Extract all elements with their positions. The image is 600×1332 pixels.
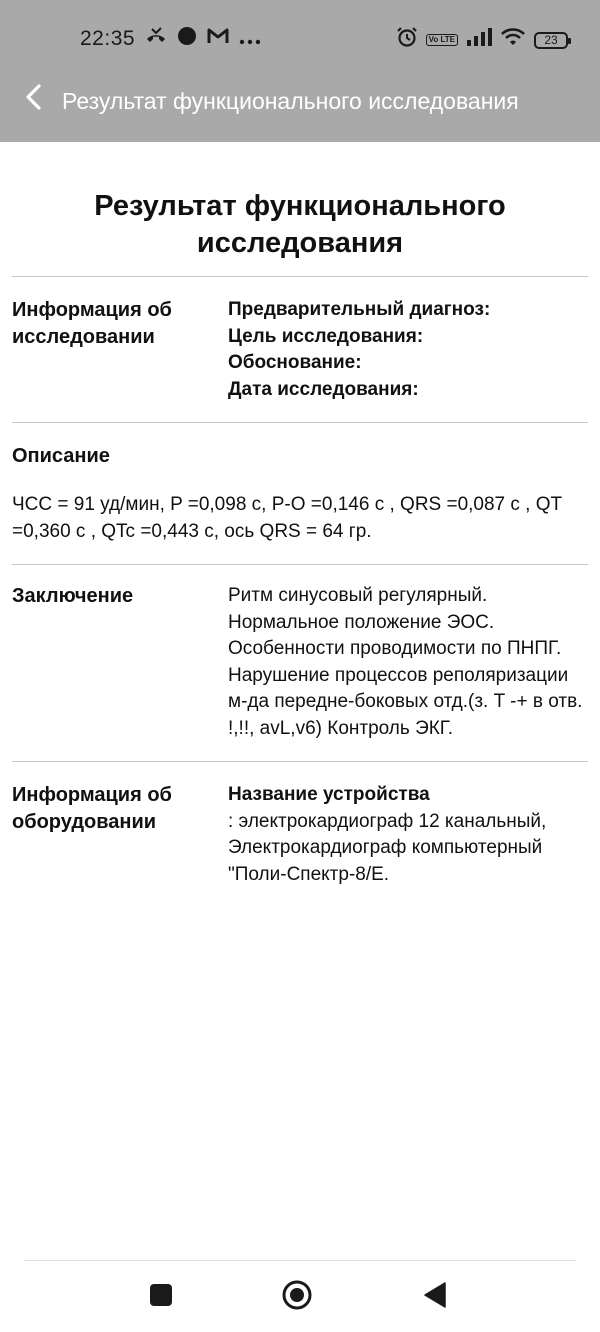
- volte-icon: Vo LTE: [426, 34, 458, 46]
- back-button[interactable]: [18, 84, 48, 114]
- recents-button[interactable]: [146, 1282, 176, 1312]
- chevron-left-icon: [24, 83, 42, 116]
- gmail-icon: [207, 27, 229, 51]
- result-content: [12, 142, 588, 888]
- home-button[interactable]: [282, 1282, 312, 1312]
- justification-field: Обоснование:: [228, 352, 362, 373]
- nav-back-button[interactable]: [420, 1282, 450, 1312]
- study-info-label: Информация об исследовании: [12, 299, 172, 348]
- study-info-fields: [228, 297, 588, 403]
- description-text: ЧСС = 91 уд/мин, P =0,098 с, P-O =0,146 с , QRS =0,087 с , QT =0,360 с , QTc =0,443 с, ось QRS = 64 гр.: [12, 494, 562, 542]
- device-name-value: : электрокардиограф 12 канальный, Электрокардиограф компьютерный "Поли-Спектр-8/Е.: [228, 810, 547, 885]
- equipment-info-section: [12, 762, 588, 888]
- preliminary-diagnosis-field: Предварительный диагноз:: [228, 299, 491, 320]
- app-bar-title: Результат функционального исследования: [62, 88, 519, 114]
- more-dots-icon: [239, 28, 261, 51]
- home-icon: [282, 1280, 312, 1315]
- equipment-info-label: Информация об оборудовании: [12, 784, 172, 833]
- equipment-info-values: [228, 782, 588, 888]
- conclusion-section: [12, 565, 588, 761]
- status-bar: [0, 0, 600, 58]
- study-info-section: [12, 277, 588, 422]
- signal-icon: [466, 28, 492, 52]
- system-nav-bar: [0, 1260, 600, 1332]
- record-dot-icon: [177, 26, 197, 52]
- status-time: 22:35: [80, 27, 136, 50]
- page-title: Результат функционального исследования: [94, 190, 506, 259]
- description-section: [12, 423, 588, 564]
- wifi-icon: [500, 27, 526, 53]
- battery-icon: 23: [534, 32, 568, 49]
- device-name-label: Название устройства: [228, 784, 430, 805]
- nav-divider: [24, 1260, 576, 1261]
- conclusion-label: Заключение: [12, 585, 134, 607]
- app-bar: [0, 58, 600, 142]
- recents-icon: [149, 1283, 173, 1312]
- study-purpose-field: Цель исследования:: [228, 325, 424, 347]
- study-date-field: Дата исследования:: [228, 378, 419, 400]
- back-triangle-icon: [423, 1282, 447, 1313]
- description-label: Описание: [12, 445, 110, 467]
- missed-call-icon: [145, 27, 167, 51]
- alarm-icon: [396, 26, 418, 54]
- conclusion-text: Ритм синусовый регулярный. Нормальное положение ЭОС. Особенности проводимости по ПНПГ. Нарушение процессов реполяризации м-да передне-боковых отд.(з. T -+ в отв. !,!!, avL,v6) Контроль ЭКГ.: [228, 585, 583, 739]
